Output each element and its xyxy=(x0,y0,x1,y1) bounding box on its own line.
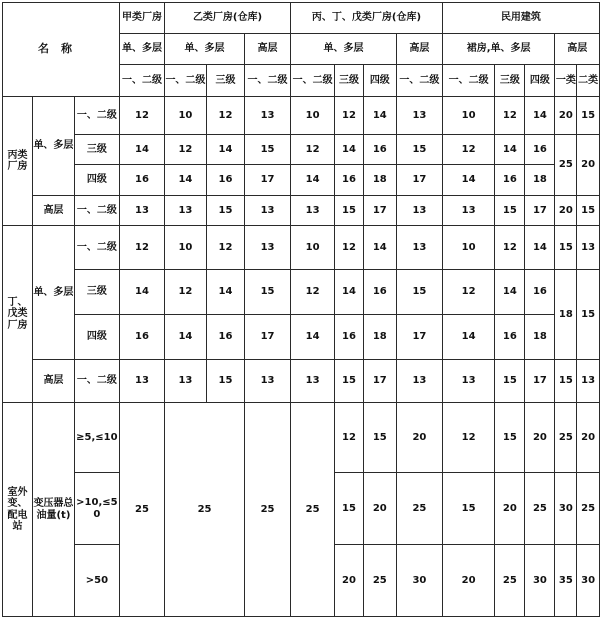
data-cell: 16 xyxy=(525,270,555,315)
data-cell: 25 xyxy=(555,135,577,196)
data-cell: 13 xyxy=(291,196,335,226)
data-cell: 12 xyxy=(335,226,363,270)
data-cell: 13 xyxy=(442,360,494,403)
data-cell: 15 xyxy=(206,196,244,226)
data-cell: 18 xyxy=(525,315,555,360)
data-cell: 13 xyxy=(291,360,335,403)
data-cell: 20 xyxy=(555,97,577,135)
data-cell: 13 xyxy=(577,360,600,403)
data-cell: 15 xyxy=(363,403,396,473)
grade-label: 四级 xyxy=(74,315,119,360)
data-cell: 14 xyxy=(291,165,335,196)
data-cell: 14 xyxy=(363,226,396,270)
data-cell: 15 xyxy=(335,473,363,545)
data-cell: 17 xyxy=(363,360,396,403)
oil-range-label: >10,≤50 xyxy=(74,473,119,545)
data-cell: 14 xyxy=(165,315,207,360)
grade-header: 一、二级 xyxy=(165,65,207,97)
cat-b-single-multi: 单、多层 xyxy=(165,34,245,65)
data-cell: 17 xyxy=(525,196,555,226)
grade-header: 三级 xyxy=(495,65,525,97)
data-cell: 12 xyxy=(335,403,363,473)
cat-b-high: 高层 xyxy=(245,34,291,65)
data-cell: 30 xyxy=(555,473,577,545)
data-cell: 10 xyxy=(165,226,207,270)
data-cell: 25 xyxy=(165,403,245,617)
data-cell: 13 xyxy=(245,196,291,226)
data-cell: 14 xyxy=(119,270,164,315)
cat-a-single-multi: 单、多层 xyxy=(119,34,164,65)
data-cell: 16 xyxy=(335,315,363,360)
data-cell: 14 xyxy=(525,97,555,135)
data-cell: 20 xyxy=(363,473,396,545)
cat-a-header: 甲类厂房 xyxy=(119,3,164,34)
data-cell: 12 xyxy=(206,97,244,135)
data-cell: 20 xyxy=(442,545,494,617)
oil-range-label: >50 xyxy=(74,545,119,617)
data-cell: 16 xyxy=(335,165,363,196)
data-cell: 13 xyxy=(245,360,291,403)
data-cell: 13 xyxy=(165,360,207,403)
data-cell: 20 xyxy=(577,403,600,473)
data-cell: 13 xyxy=(396,226,442,270)
data-cell: 20 xyxy=(495,473,525,545)
data-cell: 10 xyxy=(165,97,207,135)
data-cell: 14 xyxy=(525,226,555,270)
cat-b-header: 乙类厂房(仓库) xyxy=(165,3,291,34)
data-cell: 12 xyxy=(291,135,335,165)
data-cell: 20 xyxy=(396,403,442,473)
data-cell: 20 xyxy=(525,403,555,473)
data-cell: 15 xyxy=(245,135,291,165)
civil-high: 高层 xyxy=(555,34,600,65)
data-cell: 25 xyxy=(396,473,442,545)
data-cell: 12 xyxy=(442,270,494,315)
grade-label: 三级 xyxy=(74,270,119,315)
data-cell: 15 xyxy=(555,360,577,403)
data-cell: 14 xyxy=(442,315,494,360)
sub-label-high: 高层 xyxy=(33,360,75,403)
civil-header: 民用建筑 xyxy=(442,3,599,34)
data-cell: 10 xyxy=(291,226,335,270)
data-cell: 14 xyxy=(495,135,525,165)
data-cell: 25 xyxy=(577,473,600,545)
sub-label-oil: 变压器总油量(t) xyxy=(33,403,75,617)
data-cell: 15 xyxy=(577,97,600,135)
data-cell: 20 xyxy=(335,545,363,617)
data-cell: 25 xyxy=(245,403,291,617)
data-cell: 15 xyxy=(335,360,363,403)
data-cell: 14 xyxy=(442,165,494,196)
data-cell: 18 xyxy=(555,270,577,360)
cat-cde-high: 高层 xyxy=(396,34,442,65)
grade-header: 二类 xyxy=(577,65,600,97)
grade-header: 一、二级 xyxy=(119,65,164,97)
data-cell: 14 xyxy=(206,135,244,165)
data-cell: 18 xyxy=(525,165,555,196)
data-cell: 14 xyxy=(165,165,207,196)
oil-range-label: ≥5,≤10 xyxy=(74,403,119,473)
group-label-ding: 丁、戊类厂房 xyxy=(3,226,33,403)
data-cell: 16 xyxy=(206,315,244,360)
data-cell: 17 xyxy=(396,165,442,196)
group-label-bing: 丙类厂房 xyxy=(3,97,33,226)
data-cell: 13 xyxy=(245,97,291,135)
data-cell: 16 xyxy=(363,135,396,165)
sub-label-single-multi: 单、多层 xyxy=(33,226,75,360)
sub-label-single-multi: 单、多层 xyxy=(33,97,75,196)
data-cell: 13 xyxy=(396,360,442,403)
data-cell: 17 xyxy=(363,196,396,226)
data-cell: 12 xyxy=(495,97,525,135)
data-cell: 12 xyxy=(495,226,525,270)
data-cell: 14 xyxy=(291,315,335,360)
data-cell: 10 xyxy=(442,97,494,135)
cat-cde-single-multi: 单、多层 xyxy=(291,34,397,65)
data-cell: 16 xyxy=(495,315,525,360)
grade-header: 三级 xyxy=(335,65,363,97)
grade-label: 一、二级 xyxy=(74,226,119,270)
data-cell: 13 xyxy=(119,196,164,226)
corner-header: 名称 xyxy=(3,3,120,97)
data-cell: 30 xyxy=(577,545,600,617)
data-cell: 25 xyxy=(291,403,335,617)
data-cell: 15 xyxy=(555,226,577,270)
data-cell: 14 xyxy=(495,270,525,315)
data-cell: 12 xyxy=(442,135,494,165)
data-cell: 10 xyxy=(442,226,494,270)
data-cell: 16 xyxy=(525,135,555,165)
grade-header: 四级 xyxy=(363,65,396,97)
data-cell: 18 xyxy=(363,315,396,360)
data-cell: 30 xyxy=(525,545,555,617)
data-cell: 16 xyxy=(206,165,244,196)
data-cell: 14 xyxy=(119,135,164,165)
data-cell: 15 xyxy=(577,270,600,360)
data-cell: 12 xyxy=(335,97,363,135)
data-cell: 17 xyxy=(396,315,442,360)
data-cell: 13 xyxy=(165,196,207,226)
data-cell: 13 xyxy=(245,226,291,270)
data-cell: 14 xyxy=(335,135,363,165)
data-cell: 12 xyxy=(119,97,164,135)
data-cell: 17 xyxy=(245,315,291,360)
data-cell: 14 xyxy=(363,97,396,135)
grade-label: 三级 xyxy=(74,135,119,165)
grade-header: 一、二级 xyxy=(245,65,291,97)
grade-header: 三级 xyxy=(206,65,244,97)
grade-header: 一、二级 xyxy=(442,65,494,97)
data-cell: 25 xyxy=(525,473,555,545)
data-cell: 30 xyxy=(396,545,442,617)
sub-label-high: 高层 xyxy=(33,196,75,226)
data-cell: 15 xyxy=(245,270,291,315)
data-cell: 18 xyxy=(363,165,396,196)
grade-header: 四级 xyxy=(525,65,555,97)
civil-podium: 裙房,单、多层 xyxy=(442,34,555,65)
data-cell: 14 xyxy=(206,270,244,315)
data-cell: 15 xyxy=(442,473,494,545)
data-cell: 15 xyxy=(396,270,442,315)
fire-separation-table xyxy=(2,2,600,617)
data-cell: 16 xyxy=(495,165,525,196)
grade-label: 四级 xyxy=(74,165,119,196)
data-cell: 12 xyxy=(291,270,335,315)
grade-header: 一、二级 xyxy=(291,65,335,97)
data-cell: 25 xyxy=(119,403,164,617)
data-cell: 25 xyxy=(495,545,525,617)
data-cell: 12 xyxy=(165,135,207,165)
data-cell: 16 xyxy=(119,315,164,360)
data-cell: 15 xyxy=(396,135,442,165)
grade-label: 一、二级 xyxy=(74,360,119,403)
grade-label: 一、二级 xyxy=(74,196,119,226)
data-cell: 20 xyxy=(555,196,577,226)
data-cell: 12 xyxy=(206,226,244,270)
data-cell: 15 xyxy=(577,196,600,226)
data-cell: 15 xyxy=(495,196,525,226)
data-cell: 13 xyxy=(396,97,442,135)
data-cell: 13 xyxy=(396,196,442,226)
data-cell: 12 xyxy=(165,270,207,315)
grade-label: 一、二级 xyxy=(74,97,119,135)
data-cell: 13 xyxy=(442,196,494,226)
group-label-substation: 室外变、配电站 xyxy=(3,403,33,617)
data-cell: 15 xyxy=(495,403,525,473)
data-cell: 25 xyxy=(363,545,396,617)
data-cell: 13 xyxy=(119,360,164,403)
data-cell: 17 xyxy=(245,165,291,196)
data-cell: 15 xyxy=(206,360,244,403)
grade-header: 一类 xyxy=(555,65,577,97)
data-cell: 14 xyxy=(335,270,363,315)
data-cell: 17 xyxy=(525,360,555,403)
data-cell: 16 xyxy=(119,165,164,196)
data-cell: 25 xyxy=(555,403,577,473)
data-cell: 35 xyxy=(555,545,577,617)
cat-cde-header: 丙、丁、戊类厂房(仓库) xyxy=(291,3,443,34)
data-cell: 10 xyxy=(291,97,335,135)
data-cell: 16 xyxy=(363,270,396,315)
data-cell: 15 xyxy=(335,196,363,226)
data-cell: 12 xyxy=(119,226,164,270)
data-cell: 12 xyxy=(442,403,494,473)
data-cell: 20 xyxy=(577,135,600,196)
data-cell: 15 xyxy=(495,360,525,403)
grade-header: 一、二级 xyxy=(396,65,442,97)
data-cell: 13 xyxy=(577,226,600,270)
